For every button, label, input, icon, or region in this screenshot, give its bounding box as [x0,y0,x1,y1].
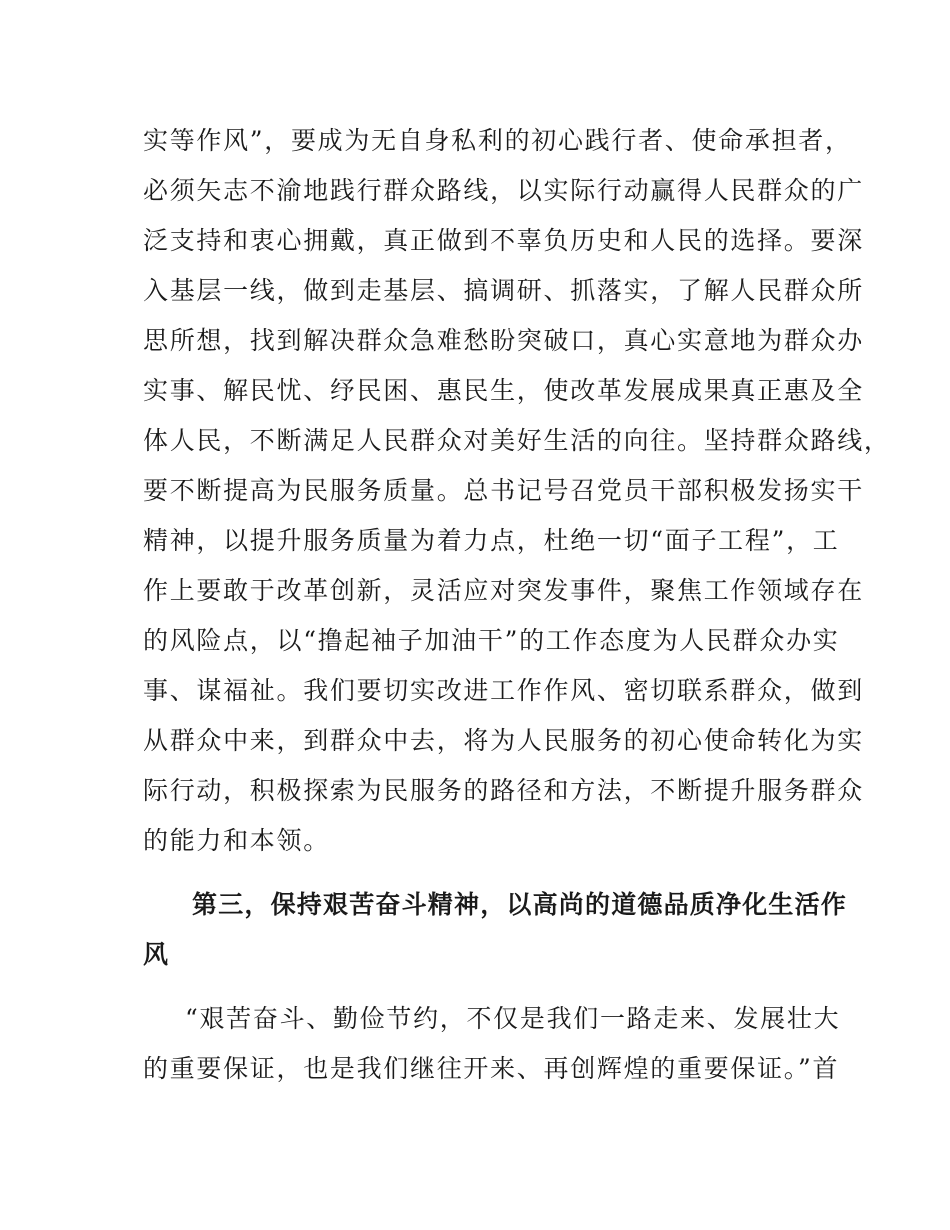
text-line: 的重要保证，也是我们继往开来、再创辉煌的重要保证。”首 [143,1054,840,1083]
text-line: 作上要敢于改革创新，灵活应对突发事件，聚焦工作领域存在 [143,576,864,605]
text-line: 要不断提高为民服务质量。总书记号召党员干部积极发扬实干 [143,476,864,505]
text-line: 泛支持和衷心拥戴，真正做到不辜负历史和人民的选择。要深 [143,226,864,255]
text-line: 思所想，找到解决群众急难愁盼突破口，真心实意地为群众办 [143,326,864,355]
text-line: 入基层一线，做到走基层、搞调研、抓落实，了解人民群众所 [143,276,864,305]
text-line: 事、谋福祉。我们要切实改进工作作风、密切联系群众，做到 [143,676,864,705]
text-line: 从群众中来，到群众中去，将为人民服务的初心使命转化为实 [143,726,864,755]
heading-line: 第三，保持艰苦奋斗精神，以高尚的道德品质净化生活作 [192,890,848,919]
text-line: 实事、解民忧、纾民困、惠民生，使改革发展成果真正惠及全 [143,376,864,405]
text-line: “艰苦奋斗、勤俭节约，不仅是我们一路走来、发展壮大 [185,1004,841,1033]
text-line: 精神，以提升服务质量为着力点，杜绝一切“面子工程”，工 [143,526,840,555]
text-line: 的风险点，以“撸起袖子加油干”的工作态度为人民群众办实 [143,626,840,655]
text-line: 体人民，不断满足人民群众对美好生活的向往。坚持群众路线， [143,426,891,455]
text-line: 必须矢志不渝地践行群众路线，以实际行动赢得人民群众的广 [143,176,864,205]
text-line: 的能力和本领。 [143,826,330,855]
text-line: 实等作风”，要成为无自身私利的初心践行者、使命承担者， [143,126,852,155]
heading-line: 风 [143,940,170,969]
text-line: 际行动，积极探索为民服务的路径和方法，不断提升服务群众 [143,776,864,805]
